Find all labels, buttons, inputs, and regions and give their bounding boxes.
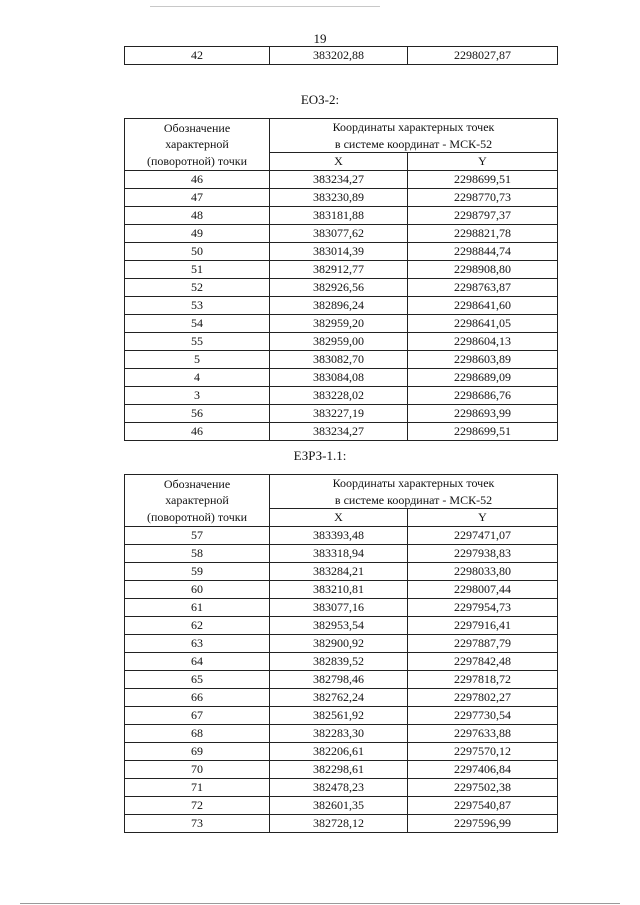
x-coordinate-cell: 382953,54 (270, 617, 408, 635)
x-coordinate-cell: 383014,39 (270, 243, 408, 261)
table-row (125, 635, 558, 653)
y-coordinate-cell: 2297633,88 (408, 725, 558, 743)
y-coordinate-cell: 2298908,80 (408, 261, 558, 279)
table-row (125, 171, 558, 189)
header-line: (поворотной) точки (147, 509, 247, 524)
header-line: Координаты характерных точек (332, 476, 495, 490)
x-coordinate-cell: 382798,46 (270, 671, 408, 689)
section-title-ezrz-1-1: ЕЗРЗ-1.1: (293, 448, 347, 463)
coordinates-table-body (125, 527, 558, 833)
point-number-cell: 62 (125, 617, 270, 635)
point-number-cell: 57 (125, 527, 270, 545)
table-row (125, 369, 558, 387)
point-number-cell: 46 (125, 423, 270, 441)
x-coordinate-cell: 382839,52 (270, 653, 408, 671)
scan-artifact-bottom (20, 903, 620, 904)
x-coordinate-cell: 383077,62 (270, 225, 408, 243)
point-number-cell: 66 (125, 689, 270, 707)
x-coordinate-cell: 383230,89 (270, 189, 408, 207)
table-row (125, 617, 558, 635)
table-row (125, 47, 558, 65)
x-coordinate-cell: 383234,27 (270, 171, 408, 189)
coordinates-header (270, 475, 558, 509)
y-coordinate-cell: 2297842,48 (408, 653, 558, 671)
point-number-cell: 47 (125, 189, 270, 207)
table-row (125, 545, 558, 563)
point-number-cell: 42 (125, 47, 270, 65)
table-row (125, 189, 558, 207)
x-column-header: X (270, 509, 408, 527)
continuation-table-body (125, 47, 558, 65)
y-coordinate-cell: 2298821,78 (408, 225, 558, 243)
x-coordinate-cell: 383084,08 (270, 369, 408, 387)
y-coordinate-cell: 2298007,44 (408, 581, 558, 599)
header-line: Обозначение (163, 120, 231, 135)
table-row (125, 725, 558, 743)
table-row (125, 261, 558, 279)
coordinates-header (270, 119, 558, 153)
header-line: Координаты характерных точек (332, 120, 495, 134)
point-number-cell: 65 (125, 671, 270, 689)
table-row (125, 315, 558, 333)
y-coordinate-cell: 2297887,79 (408, 635, 558, 653)
y-coordinate-cell: 2298604,13 (408, 333, 558, 351)
x-coordinate-cell: 383077,16 (270, 599, 408, 617)
y-coordinate-cell: 2298033,80 (408, 563, 558, 581)
table-row (125, 243, 558, 261)
x-coordinate-cell: 383284,21 (270, 563, 408, 581)
point-number-cell: 69 (125, 743, 270, 761)
x-coordinate-cell: 382912,77 (270, 261, 408, 279)
table-row (125, 207, 558, 225)
y-coordinate-cell: 2297954,73 (408, 599, 558, 617)
page-number: 19 (313, 31, 327, 46)
table-row (125, 351, 558, 369)
x-coordinate-cell: 382478,23 (270, 779, 408, 797)
point-number-cell: 53 (125, 297, 270, 315)
y-coordinate-cell: 2298689,09 (408, 369, 558, 387)
y-coordinate-cell: 2297802,27 (408, 689, 558, 707)
y-coordinate-cell: 2298699,51 (408, 171, 558, 189)
y-coordinate-cell: 2297540,87 (408, 797, 558, 815)
point-number-cell: 48 (125, 207, 270, 225)
y-coordinate-cell: 2297916,41 (408, 617, 558, 635)
y-coordinate-cell: 2298770,73 (408, 189, 558, 207)
x-coordinate-cell: 383181,88 (270, 207, 408, 225)
y-coordinate-cell: 2298641,60 (408, 297, 558, 315)
table-row (125, 387, 558, 405)
point-number-cell: 72 (125, 797, 270, 815)
table-row (125, 563, 558, 581)
point-number-cell: 71 (125, 779, 270, 797)
table-row (125, 581, 558, 599)
y-coordinate-cell: 2297471,07 (408, 527, 558, 545)
x-coordinate-cell: 383210,81 (270, 581, 408, 599)
x-coordinate-cell: 383202,88 (270, 47, 408, 65)
point-number-cell: 68 (125, 725, 270, 743)
point-number-cell: 4 (125, 369, 270, 387)
y-coordinate-cell: 2298027,87 (408, 47, 558, 65)
y-coordinate-cell: 2298844,74 (408, 243, 558, 261)
point-number-cell: 54 (125, 315, 270, 333)
section-title-eoz-2: ЕОЗ-2: (300, 92, 340, 107)
x-coordinate-cell: 383234,27 (270, 423, 408, 441)
coordinates-table-body (125, 171, 558, 441)
x-coordinate-cell: 383082,70 (270, 351, 408, 369)
x-column-header: X (270, 153, 408, 171)
table-row (125, 527, 558, 545)
point-label-header (125, 475, 270, 527)
table-row (125, 671, 558, 689)
table-row (125, 279, 558, 297)
table-row (125, 689, 558, 707)
y-coordinate-cell: 2298693,99 (408, 405, 558, 423)
point-number-cell: 5 (125, 351, 270, 369)
point-number-cell: 58 (125, 545, 270, 563)
header-line: в системе координат - МСК-52 (334, 136, 493, 151)
header-line: характерной (165, 137, 229, 152)
point-number-cell: 67 (125, 707, 270, 725)
point-number-cell: 63 (125, 635, 270, 653)
x-coordinate-cell: 382926,56 (270, 279, 408, 297)
header-line: в системе координат - МСК-52 (334, 492, 493, 507)
point-number-cell: 56 (125, 405, 270, 423)
x-coordinate-cell: 382762,24 (270, 689, 408, 707)
x-coordinate-cell: 383227,19 (270, 405, 408, 423)
point-number-cell: 52 (125, 279, 270, 297)
y-coordinate-cell: 2298797,37 (408, 207, 558, 225)
y-coordinate-cell: 2297818,72 (408, 671, 558, 689)
point-number-cell: 59 (125, 563, 270, 581)
point-number-cell: 3 (125, 387, 270, 405)
table-row (125, 815, 558, 833)
coordinates-table-ezrz-1-1 (124, 474, 558, 833)
table-row (125, 743, 558, 761)
point-label-header (125, 119, 270, 171)
coordinates-table-eoz-2 (124, 118, 558, 441)
y-coordinate-cell: 2297502,38 (408, 779, 558, 797)
point-number-cell: 61 (125, 599, 270, 617)
point-number-cell: 55 (125, 333, 270, 351)
y-coordinate-cell: 2298641,05 (408, 315, 558, 333)
y-coordinate-cell: 2298603,89 (408, 351, 558, 369)
table-row (125, 225, 558, 243)
y-coordinate-cell: 2297730,54 (408, 707, 558, 725)
y-column-header: Y (408, 153, 558, 171)
y-coordinate-cell: 2297406,84 (408, 761, 558, 779)
header-line: Обозначение (163, 476, 231, 491)
point-number-cell: 73 (125, 815, 270, 833)
scan-artifact-top (150, 6, 380, 7)
point-number-cell: 49 (125, 225, 270, 243)
x-coordinate-cell: 382896,24 (270, 297, 408, 315)
point-number-cell: 46 (125, 171, 270, 189)
continuation-table (124, 46, 558, 65)
y-coordinate-cell: 2298686,76 (408, 387, 558, 405)
point-number-cell: 64 (125, 653, 270, 671)
x-coordinate-cell: 383228,02 (270, 387, 408, 405)
y-coordinate-cell: 2297938,83 (408, 545, 558, 563)
table-row (125, 653, 558, 671)
point-number-cell: 70 (125, 761, 270, 779)
header-line: (поворотной) точки (147, 153, 247, 168)
table-row (125, 405, 558, 423)
table-row (125, 599, 558, 617)
y-coordinate-cell: 2297596,99 (408, 815, 558, 833)
point-number-cell: 51 (125, 261, 270, 279)
y-coordinate-cell: 2298699,51 (408, 423, 558, 441)
x-coordinate-cell: 382561,92 (270, 707, 408, 725)
table-row (125, 761, 558, 779)
x-coordinate-cell: 382298,61 (270, 761, 408, 779)
y-coordinate-cell: 2297570,12 (408, 743, 558, 761)
x-coordinate-cell: 382283,30 (270, 725, 408, 743)
table-row (125, 297, 558, 315)
x-coordinate-cell: 383318,94 (270, 545, 408, 563)
point-number-cell: 50 (125, 243, 270, 261)
x-coordinate-cell: 382959,00 (270, 333, 408, 351)
table-row (125, 797, 558, 815)
x-coordinate-cell: 383393,48 (270, 527, 408, 545)
header-line: характерной (165, 493, 229, 508)
y-column-header: Y (408, 509, 558, 527)
x-coordinate-cell: 382959,20 (270, 315, 408, 333)
table-row (125, 779, 558, 797)
table-row (125, 707, 558, 725)
x-coordinate-cell: 382601,35 (270, 797, 408, 815)
point-number-cell: 60 (125, 581, 270, 599)
table-row (125, 333, 558, 351)
x-coordinate-cell: 382206,61 (270, 743, 408, 761)
x-coordinate-cell: 382900,92 (270, 635, 408, 653)
x-coordinate-cell: 382728,12 (270, 815, 408, 833)
y-coordinate-cell: 2298763,87 (408, 279, 558, 297)
table-row (125, 423, 558, 441)
